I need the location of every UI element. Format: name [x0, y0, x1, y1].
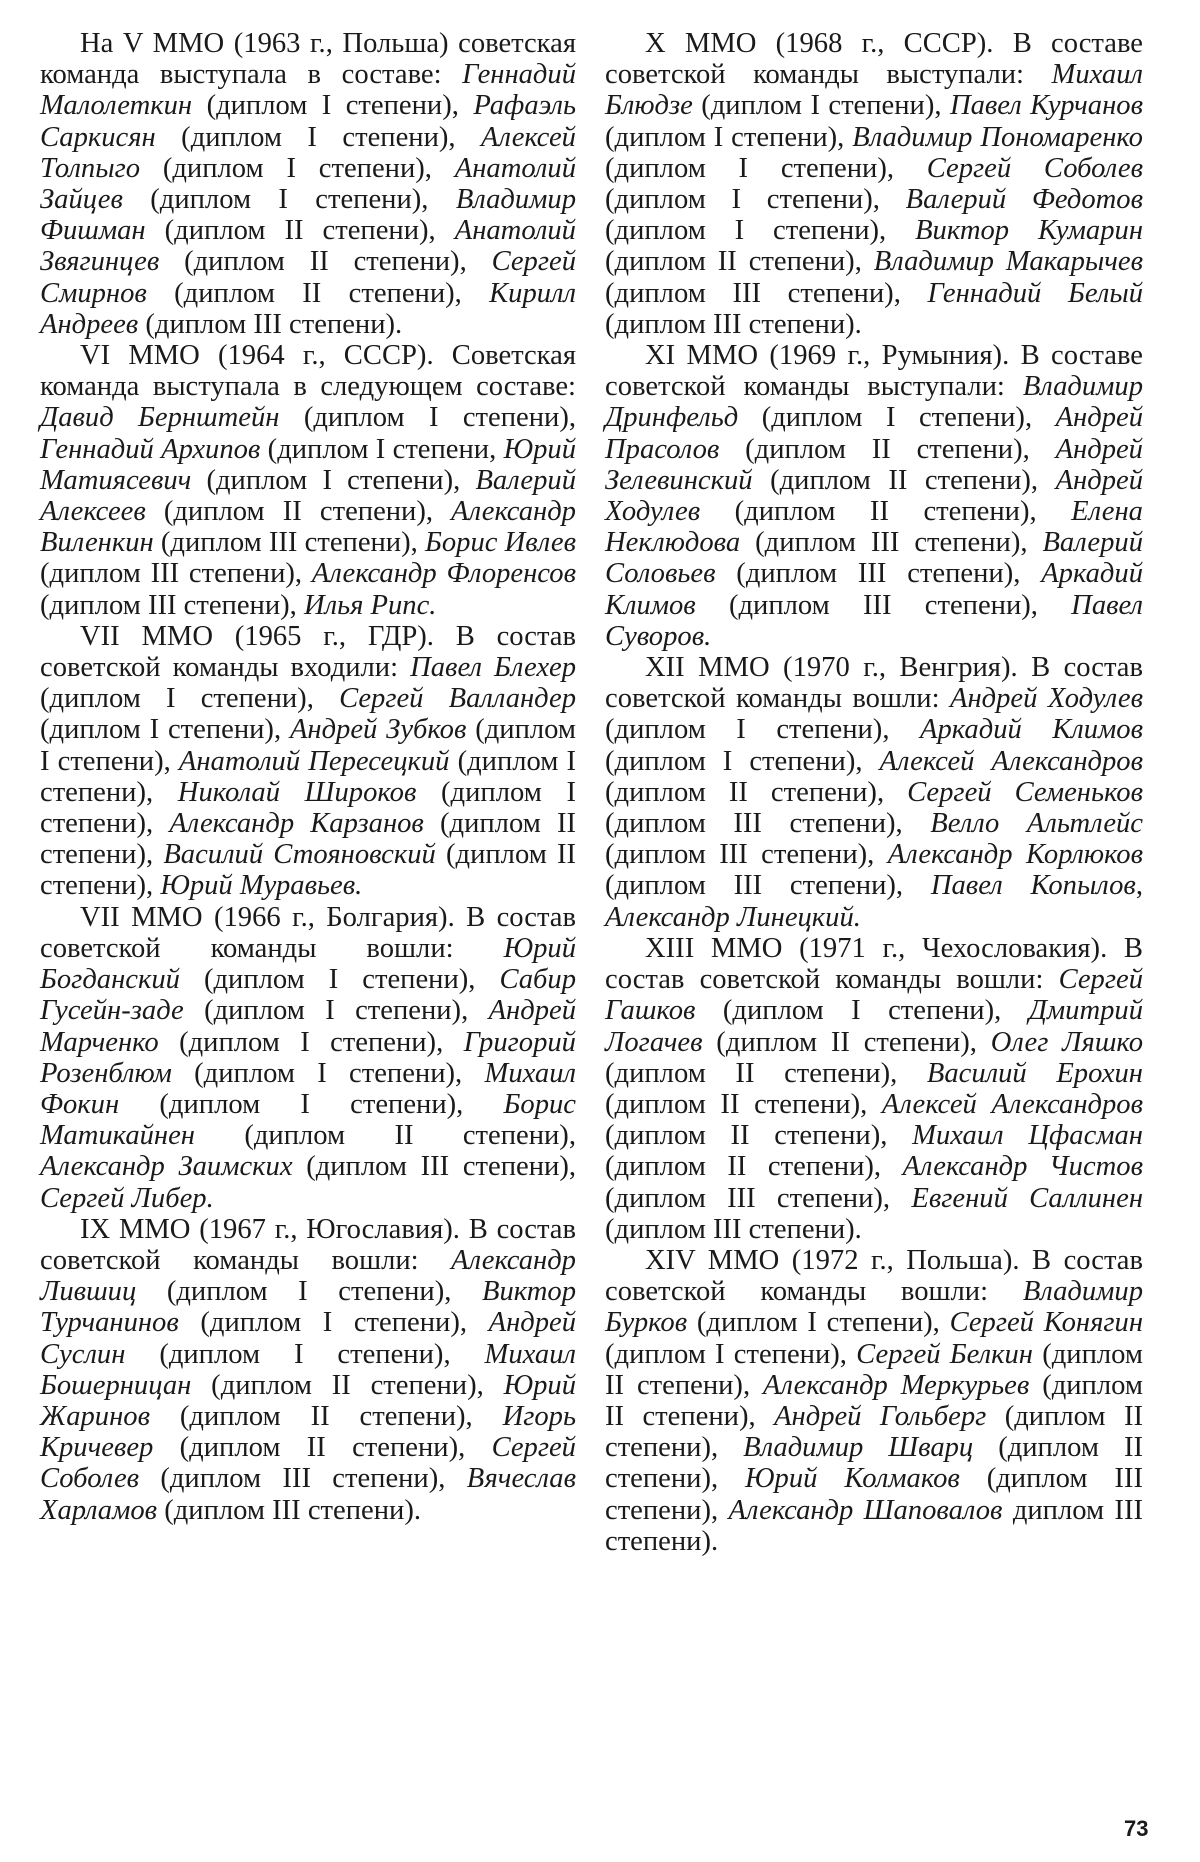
diploma-award: (диплом II степени)	[605, 246, 855, 278]
participant-name: Вячеслав Харламов	[40, 1463, 576, 1526]
participant-name: Андрей Зелевинский	[605, 433, 1143, 496]
participant-name: Олег Ляшко	[990, 1026, 1144, 1058]
diploma-award: (диплом I степени)	[605, 184, 873, 216]
participant-name: Владимир Пономаренко	[852, 121, 1143, 153]
participant-name: Владимир Дринфельд	[605, 371, 1143, 434]
diploma-award: (диплом I степени	[267, 433, 490, 465]
participant-name: Андрей Ходулев	[950, 683, 1143, 715]
participant-name: Валерий Соловьев	[605, 527, 1143, 590]
diploma-award: (диплом III степени)	[755, 527, 1021, 559]
diploma-award: (диплом II степени)	[184, 246, 460, 278]
participant-name: Григорий Розенблюм	[40, 1026, 576, 1089]
diploma-award: (диплом II степени)	[605, 776, 877, 808]
diploma-award: (диплом I степени)	[761, 402, 1025, 434]
participant-name: Сергей Белкин	[856, 1338, 1033, 1370]
diploma-award: (диплом III степени)	[605, 839, 868, 871]
participant-name: Кирилл Андреев	[40, 277, 576, 340]
participant-name: Василий Ерохин	[926, 1057, 1143, 1089]
participant-name: Геннадий Малолеткин	[40, 59, 576, 122]
olympiad-heading: VII ММО (1966 г., Болгария). В состав советской команды вошли:	[40, 901, 576, 964]
diploma-award: (диплом I степени)	[206, 90, 452, 122]
diploma-award: (диплом I степени)	[701, 90, 935, 122]
participant-name: Андрей Суслин	[40, 1307, 577, 1370]
diploma-award: (диплом II степени)	[605, 1400, 1143, 1464]
diploma-award: (диплом III степени).	[605, 308, 862, 340]
participant-name: Сергей Смирнов	[40, 246, 576, 309]
participant-name: Андрей Зубков	[289, 714, 467, 746]
participant-name: Сергей Валландер	[339, 683, 576, 715]
participant-name: Владимир Макарычев	[873, 246, 1143, 278]
diploma-award: (диплом I степени)	[40, 745, 576, 808]
diploma-award: (диплом II степени)	[605, 1432, 1143, 1495]
participant-name: Геннадий Белый	[927, 277, 1143, 309]
participant-name: Борис Матикайнен	[40, 1088, 576, 1152]
diploma-award: (диплом III степени)	[40, 558, 295, 590]
diploma-award: (диплом III степени).	[145, 308, 403, 340]
diploma-award: (диплом III степени).	[164, 1494, 422, 1526]
olympiad-paragraph: XIII ММО (1971 г., Чехословакия). В состав советской команды вошли: Сергей Гашков (диплом I степени), Дмитрий Логачев (диплом II степени), Олег Ляшко (диплом II степени), Василий Ерохин (диплом II степени), Алексей Александров (диплом II степени), Михаил Цфасман (диплом II степени), Александр Чистов (диплом III степени), Евгений Саллинен (диплом III степени).	[605, 932, 1144, 1245]
participant-name: Борис Ивлев	[425, 527, 576, 559]
participant-name: Илья Рипс.	[303, 589, 437, 621]
participant-name: Павел Курчанов	[949, 90, 1143, 122]
olympiad-paragraph: XIV ММО (1972 г., Польша). В состав советской команды вошли: Владимир Бурков (диплом I степени), Сергей Конягин (диплом I степени), Сергей Белкин (диплом II степени), Александр Меркурьев (диплом II степени), Андрей Гольберг (диплом II степени), Владимир Шварц (диплом II степени), Юрий Колмаков (диплом III степени), Александр Шаповалов диплом III степени).	[605, 1244, 1144, 1557]
participant-name: Алексей Александров	[879, 745, 1143, 777]
diploma-award: (диплом II степени)	[745, 433, 1023, 465]
olympiad-paragraph: VII ММО (1966 г., Болгария). В состав советской команды вошли: Юрий Богданский (диплом I степени), Сабир Гусейн-заде (диплом I степени), Андрей Марченко (диплом I степени), Григорий Розенблюм (диплом I степени), Михаил Фокин (диплом I степени), Борис Матикайнен (диплом II степени), Александр Заимских (диплом III степени), Сергей Либер.	[40, 901, 576, 1214]
diploma-award: (диплом II степени)	[734, 496, 1030, 528]
diploma-award: (диплом II степени)	[605, 1338, 1144, 1401]
participant-name: Рафаэль Саркисян	[40, 90, 576, 153]
participant-name: Анатолий Звягинцев	[40, 215, 576, 278]
diploma-award: (диплом III степени)	[736, 558, 1014, 590]
diploma-award: (диплом III степени)	[160, 527, 411, 559]
diploma-award: (диплом II степени)	[605, 1151, 874, 1183]
participant-name: Алексей Александров	[881, 1088, 1143, 1120]
diploma-award: (диплом I степени)	[150, 184, 422, 216]
diploma-award: (диплом I степени)	[722, 995, 995, 1027]
participant-name: Аркадий Климов	[605, 558, 1143, 621]
participant-name: Сабир Гусейн-заде	[40, 964, 576, 1027]
diploma-award: (диплом I степени)	[162, 152, 425, 184]
diploma-award: (диплом II степени)	[605, 1120, 881, 1152]
olympiad-paragraph: IX ММО (1967 г., Югославия). В состав советской команды вошли: Александр Лившиц (диплом I степени), Виктор Турчанинов (диплом I степени), Андрей Суслин (диплом I степени), Михаил Бошерницан (диплом II степени), Юрий Жаринов (диплом II степени), Игорь Кричевер (диплом II степени), Сергей Соболев (диплом III степени), Вячеслав Харламов (диплом III степени).	[40, 1213, 577, 1526]
olympiad-paragraph: VII ММО (1965 г., ГДР). В состав советской команды входили: Павел Блехер (диплом I степени), Сергей Валландер (диплом I степени), Андрей Зубков (диплом I степени), Анатолий Пересецкий (диплом I степени), Николай Широков (диплом I степени), Александр Карзанов (диплом II степени), Василий Стояновский (диплом II степени), Юрий Муравьев.	[40, 620, 577, 902]
participant-name: Александр Лившиц	[40, 1244, 576, 1308]
diploma-award: (диплом II степени)	[211, 1369, 477, 1401]
diploma-award: (диплом I степени)	[200, 1307, 460, 1339]
participant-name: Виктор Кумарин	[915, 215, 1144, 247]
diploma-award: (диплом II степени)	[40, 839, 576, 902]
participant-name: Владимир Бурков	[605, 1276, 1143, 1339]
participant-name: Юрий Муравьев.	[160, 870, 363, 902]
participant-name: Александр Меркурьев	[763, 1369, 1030, 1401]
diploma-award: (диплом III степени).	[605, 1213, 862, 1245]
diploma-award: (диплом III степени)	[605, 808, 896, 840]
participant-name: Александр Чистов	[902, 1151, 1143, 1183]
participant-name: Юрий Колмаков	[745, 1463, 960, 1495]
diploma-award: (диплом III степени)	[306, 1151, 569, 1183]
participant-name: Валерий Федотов	[905, 184, 1143, 216]
diploma-award: (диплом III степени)	[160, 1463, 439, 1495]
diploma-award: (диплом I степени)	[194, 1057, 456, 1089]
diploma-award: (диплом II степени)	[40, 808, 576, 871]
diploma-award: (диплом II степени)	[716, 1026, 970, 1058]
page-number: 73	[1124, 1816, 1149, 1841]
participant-name: Андрей Прасолов	[605, 402, 1143, 465]
participant-name: Александр Шаповалов	[728, 1494, 1003, 1526]
diploma-award: (диплом I степени)	[40, 776, 576, 840]
diploma-award: (диплом I степени)	[605, 745, 856, 777]
participant-name: Андрей Марченко	[40, 995, 576, 1058]
participant-name: Юрий Жаринов	[40, 1369, 576, 1432]
diploma-award: (диплом III степени)	[605, 1463, 1143, 1526]
diploma-award: (диплом II степени)	[605, 1057, 891, 1089]
participant-name: Михаил Бошерницан	[40, 1338, 576, 1401]
diploma-award: (диплом I степени)	[40, 683, 307, 715]
left-column	[40, 28, 576, 1526]
participant-name: Василий Стояновский	[163, 839, 436, 871]
diploma-award: (диплом II степени)	[244, 1120, 569, 1152]
participant-name: Сергей Соболев	[40, 1432, 576, 1495]
participant-name: Владимир Фишман	[40, 184, 577, 247]
diploma-award: (диплом III степени)	[728, 589, 1031, 621]
participant-name: Сергей Конягин	[949, 1307, 1144, 1339]
olympiad-paragraph: X ММО (1968 г., СССР). В составе советской команды выступали: Михаил Блюдзе (диплом I степени), Павел Курчанов (диплом I степени), Владимир Пономаренко (диплом I степени), Сергей Соболев (диплом I степени), Валерий Федотов (диплом I степени), Виктор Кумарин (диплом II степени), Владимир Макарычев (диплом III степени), Геннадий Белый (диплом III степени).	[605, 28, 1144, 340]
olympiad-heading: VII ММО (1965 г., ГДР). В состав советской команды входили:	[40, 620, 576, 684]
diploma-award: (диплом II степени)	[179, 1432, 459, 1464]
participant-name: Александр Флоренсов	[311, 558, 576, 590]
participant-name: Елена Неклюдова	[605, 496, 1143, 559]
diploma-award: (диплом II степени)	[163, 496, 426, 528]
participant-name: Дмитрий Логачев	[605, 995, 1143, 1058]
diploma-award: (диплом III степени)	[605, 870, 896, 902]
diploma-award: (диплом I степени)	[605, 1338, 840, 1370]
participant-name: Сергей Либер.	[40, 1182, 214, 1214]
participant-name: Велло Альтлейс	[930, 808, 1143, 840]
diploma-award: (диплом I степени)	[605, 121, 838, 153]
diploma-award: (диплом I степени)	[605, 215, 880, 247]
olympiad-heading: XIII ММО (1971 г., Чехословакия). В состав советской команды вошли:	[605, 932, 1143, 996]
participant-name: Юрий Богданский	[40, 932, 576, 996]
participant-name: Евгений Саллинен	[911, 1182, 1143, 1214]
participant-name: Александр Заимских	[40, 1151, 293, 1183]
participant-name: Анатолий Пересецкий	[178, 745, 450, 777]
diploma-award: (диплом I степени)	[206, 464, 454, 496]
participant-name: Аркадий Климов	[920, 714, 1143, 746]
diploma-award: (диплом I степени)	[303, 402, 569, 434]
olympiad-heading: XI ММО (1969 г., Румыния). В составе советской команды выступали:	[605, 340, 1143, 403]
diploma-award: (диплом II степени)	[179, 1400, 466, 1432]
participant-name: Игорь Кричевер	[40, 1400, 576, 1464]
olympiad-paragraph: XII ММО (1970 г., Венгрия). В состав советской команды вошли: Андрей Ходулев (диплом I степени), Аркадий Климов (диплом I степени), Алексей Александров (диплом II степени), Сергей Семеньков (диплом III степени), Велло Альтлейс (диплом III степени), Александр Корлюков (диплом III степени), Павел Копылов, Александр Линецкий.	[605, 652, 1143, 933]
participant-name: Михаил Фокин	[40, 1057, 576, 1120]
participant-name: Александр Корлюков	[887, 839, 1143, 871]
participant-name: Давид Бернштейн	[40, 402, 280, 434]
diploma-award: (диплом II степени)	[605, 1088, 861, 1120]
right-column	[605, 28, 1143, 1557]
diploma-award: (диплом II степени)	[605, 1369, 1143, 1432]
olympiad-heading: IX ММО (1967 г., Югославия). В состав советской команды вошли:	[40, 1213, 576, 1276]
diploma-award: (диплом III степени)	[40, 589, 290, 621]
participant-name: Валерий Алексеев	[40, 464, 576, 528]
participant-name: Михаил Блюдзе	[605, 59, 1143, 122]
participant-name: Александр Линецкий.	[605, 901, 861, 933]
olympiad-heading: XII ММО (1970 г., Венгрия). В состав советской команды вошли:	[605, 652, 1143, 715]
diploma-award: (диплом I степени)	[181, 121, 449, 153]
participant-name: Юрий Матиясевич	[40, 433, 576, 496]
diploma-award: диплом III степени).	[605, 1494, 1143, 1557]
participant-name: Андрей Гольберг	[774, 1400, 987, 1432]
participant-name: Алексей Толпыго	[40, 121, 576, 184]
diploma-award: (диплом II степени)	[164, 215, 429, 247]
participant-name: Андрей Ходулев	[605, 464, 1143, 528]
participant-name: Павел Копылов	[930, 870, 1136, 902]
participant-name: Александр Виленкин	[40, 496, 576, 559]
diploma-award: (диплом I степени)	[203, 964, 469, 996]
olympiad-heading: VI ММО (1964 г., СССР). Советская команда выступала в следующем составе:	[40, 340, 576, 403]
diploma-award: (диплом I степени)	[204, 995, 462, 1027]
participant-name: Павел Суворов.	[605, 589, 1143, 652]
participant-name: Сергей Гашков	[605, 964, 1143, 1027]
diploma-award: (диплом I степени)	[605, 714, 883, 746]
participant-name: Павел Блехер	[410, 652, 576, 684]
diploma-award: (диплом I степени)	[159, 1088, 457, 1120]
diploma-award: (диплом III степени)	[605, 277, 894, 309]
diploma-award: (диплом I степени)	[179, 1026, 437, 1058]
participant-name: Михаил Цфасман	[912, 1120, 1143, 1152]
participant-name: Николай Широков	[177, 776, 417, 808]
participant-name: Сергей Семеньков	[907, 776, 1143, 808]
diploma-award: (диплом I степени)	[40, 714, 577, 777]
diploma-award: (диплом I степени)	[159, 1338, 444, 1370]
participant-name: Владимир Шварц	[743, 1432, 974, 1464]
olympiad-heading: На V ММО (1963 г., Польша) советская команда выступала в составе:	[40, 28, 576, 91]
olympiad-paragraph: VI ММО (1964 г., СССР). Советская команда выступала в следующем составе: Давид Бернштейн (диплом I степени), Геннадий Архипов (диплом I степени, Юрий Матиясевич (диплом I степени), Валерий Алексеев (диплом II степени), Александр Виленкин (диплом III степени), Борис Ивлев (диплом III степени), Александр Флоренсов (диплом III степени), Илья Рипс.	[40, 340, 576, 621]
participant-name: Геннадий Архипов	[40, 433, 261, 465]
olympiad-paragraph: XI ММО (1969 г., Румыния). В составе советской команды выступали: Владимир Дринфельд (диплом I степени), Андрей Прасолов (диплом II степени), Андрей Зелевинский (диплом II степени), Андрей Ходулев (диплом II степени), Елена Неклюдова (диплом III степени), Валерий Соловьев (диплом III степени), Аркадий Климов (диплом III степени), Павел Суворов.	[605, 340, 1143, 652]
olympiad-paragraph: На V ММО (1963 г., Польша) советская команда выступала в составе: Геннадий Малолеткин (диплом I степени), Рафаэль Саркисян (диплом I степени), Алексей Толпыго (диплом I степени), Анатолий Зайцев (диплом I степени), Владимир Фишман (диплом II степени), Анатолий Звягинцев (диплом II степени), Сергей Смирнов (диплом II степени), Кирилл Андреев (диплом III степени).	[40, 28, 577, 340]
olympiad-heading: XIV ММО (1972 г., Польша). В состав советской команды вошли:	[605, 1244, 1143, 1308]
olympiad-heading: X ММО (1968 г., СССР). В составе советской команды выступали:	[605, 28, 1143, 91]
diploma-award: (диплом I степени)	[40, 714, 274, 746]
participant-name: Виктор Турчанинов	[40, 1276, 576, 1339]
diploma-award: (диплом I степени)	[605, 152, 887, 184]
participant-name: Александр Карзанов	[169, 808, 424, 840]
participant-name: Анатолий Зайцев	[40, 152, 576, 216]
diploma-award: (диплом I степени)	[696, 1307, 933, 1339]
diploma-award: (диплом III степени)	[605, 1182, 883, 1214]
diploma-award: (диплом II степени)	[174, 277, 455, 309]
diploma-award: (диплом II степени)	[770, 464, 1031, 496]
diploma-award: (диплом I степени)	[166, 1276, 445, 1308]
participant-name: Сергей Соболев	[926, 152, 1143, 184]
